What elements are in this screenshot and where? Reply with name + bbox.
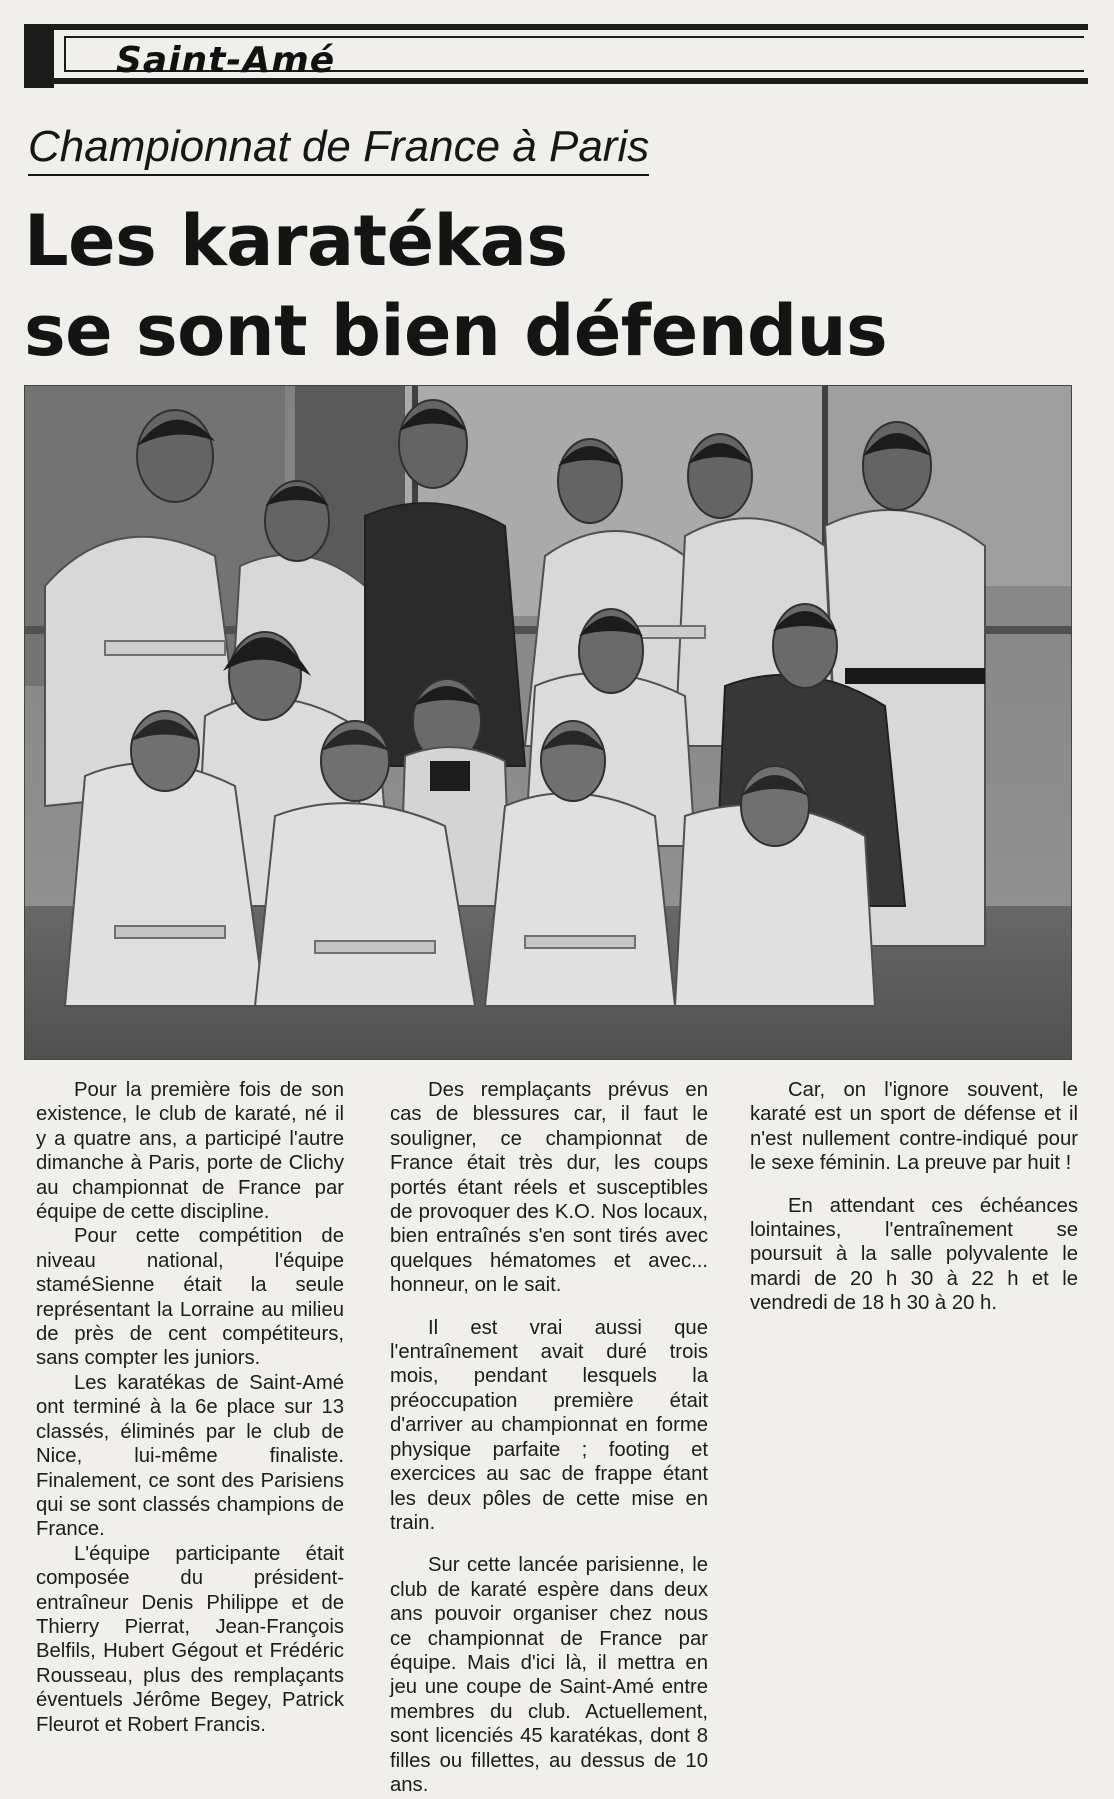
- article-column-3: [750, 1078, 1078, 1316]
- article-column-1: [36, 1078, 344, 1737]
- section-header: [24, 24, 1088, 84]
- header-frame: [64, 36, 1084, 81]
- team-photo-icon: [24, 385, 1072, 1060]
- article-headline: [24, 196, 1024, 376]
- article-column-2: [390, 1078, 708, 1797]
- team-photo-illustration: [25, 386, 1072, 1060]
- paragraph: Sur cette lancée parisienne, le club de karaté espère dans deux ans pouvoir organiser chez nous ce championnat de France par équipe. Mais d'ici là, il mettra en jeu une coupe de Saint-Amé entre membres du club. Actuellement, sont licenciés 45 karatékas, dont 8 filles ou fillettes, au dessus de 10 ans.: [390, 1554, 708, 1796]
- paragraph: Des remplaçants prévus en cas de blessures car, il faut le souligner, ce championnat de France était très dur, les coups portés étant réels et susceptibles de provoquer des K.O. Nos locaux, bien entraînés s'en sont tirés avec quelques hématomes et avec... honneur, on le sait.: [390, 1079, 708, 1297]
- headline-line-2: se sont bien défendus: [24, 290, 888, 372]
- paragraph: Pour cette compétition de niveau national, l'équipe staméSienne était la seule représentant la Lorraine au milieu de près de cent compétiteurs, sans compter les juniors.: [36, 1225, 344, 1370]
- section-label: Saint-Amé: [116, 40, 336, 81]
- paragraph: Il est vrai aussi que l'entraînement avait duré trois mois, pendant lesquels la préoccupation première était d'arriver au championnat en forme physique parfaite ; footing et exercices au sac de frappe étant les deux pôles de cette mise en train.: [390, 1316, 708, 1534]
- article-kicker: Championnat de France à Paris: [28, 122, 649, 176]
- paragraph: Les karatékas de Saint-Amé ont terminé à la 6e place sur 13 classés, éliminés par le club de Nice, lui-même finaliste. Finalement, ce sont des Parisiens qui se sont classés champions de France.: [36, 1371, 344, 1541]
- headline-line-1: Les karatékas: [24, 200, 568, 282]
- paragraph: Pour la première fois de son existence, le club de karaté, né il y a quatre ans, a participé l'autre dimanche à Paris, porte de Clichy au championnat de France par équipe de cette discipline.: [36, 1079, 344, 1224]
- paragraph: L'équipe participante était composée du président-entraîneur Denis Philippe et de Thierry Pierrat, Jean-François Belfils, Hubert Gégout et Frédéric Rousseau, plus des remplaçants éventuels Jérôme Begey, Patrick Fleurot et Robert Francis.: [36, 1542, 344, 1736]
- paragraph: Car, on l'ignore souvent, le karaté est un sport de défense et il n'est nullement contre-indiqué pour le sexe féminin. La preuve par huit !: [750, 1079, 1078, 1175]
- header-block-mark: [24, 24, 54, 88]
- paragraph: En attendant ces échéances lointaines, l'entraînement se poursuit à la salle polyvalente le mardi de 20 h 30 à 22 h et le vendredi de 18 h 30 à 20 h.: [750, 1194, 1078, 1315]
